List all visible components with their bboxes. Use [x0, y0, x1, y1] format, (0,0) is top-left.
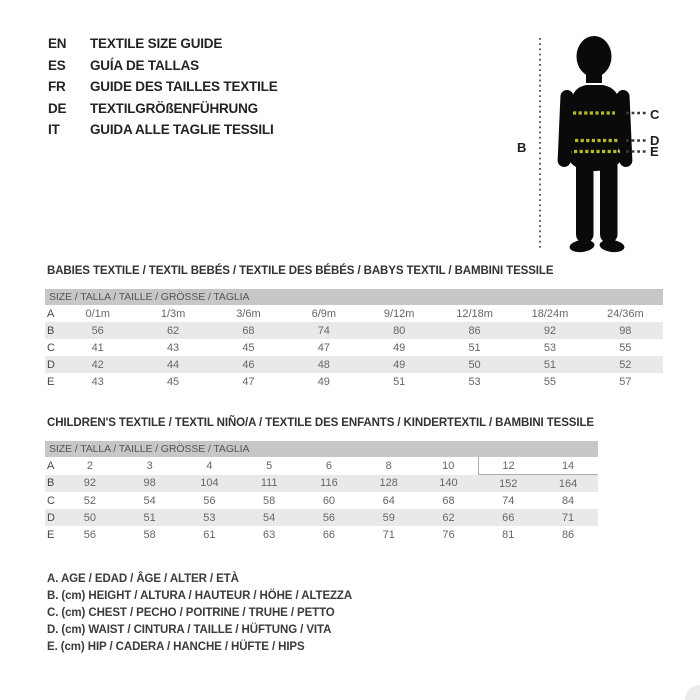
table-row [45, 373, 663, 390]
table-cell: 98 [588, 322, 663, 339]
table-cell: 76 [442, 528, 455, 541]
table-cell: 152 [478, 475, 538, 493]
table-cell: 8 [385, 459, 392, 472]
language-code: DE [48, 100, 67, 116]
language-title-list [48, 33, 278, 141]
table-cell: 128 [359, 475, 419, 493]
table-cell: 68 [442, 494, 455, 507]
table-cell: 53 [543, 341, 557, 354]
table-cell: 44 [135, 356, 210, 373]
children-size-table [45, 457, 598, 543]
table-cell: 55 [619, 341, 632, 354]
table-cell: 55 [543, 375, 557, 388]
table-cell: 98 [120, 475, 180, 493]
table-row [45, 492, 598, 509]
table-cell: 47 [317, 341, 330, 354]
table-row [45, 526, 598, 543]
table-cell: 60 [322, 494, 336, 507]
table-cell: 51 [393, 375, 406, 388]
hip-measure-label: E [650, 144, 659, 159]
table-cell: 43 [166, 341, 180, 354]
table-row [45, 457, 598, 475]
table-cell: 1/3m [160, 307, 186, 320]
table-row [45, 322, 663, 339]
table-cell: 56 [60, 322, 135, 339]
table-cell: 66 [322, 528, 336, 541]
table-cell: 3 [146, 459, 153, 472]
table-cell: 64 [382, 494, 395, 507]
table-cell: 59 [359, 509, 419, 526]
table-cell: 74 [502, 494, 515, 507]
language-code: ES [48, 57, 66, 73]
table-cell: 2 [86, 459, 93, 472]
waist-measure-label: D [650, 133, 660, 148]
table-cell: 45 [242, 341, 255, 354]
table-row [45, 475, 598, 493]
table-cell: 62 [135, 322, 210, 339]
child-silhouette-figure [510, 25, 700, 265]
babies-size-header-bar: SIZE / TALLA / TAILLE / GRÖSSE / TAGLIA [45, 289, 663, 305]
table-cell: 42 [60, 356, 135, 373]
table-cell: 24/36m [606, 307, 644, 320]
table-cell: 58 [143, 528, 156, 541]
table-cell: 49 [317, 375, 330, 388]
language-row [48, 119, 278, 141]
language-title: TEXTILE SIZE GUIDE [90, 36, 223, 51]
child-body-shape [557, 36, 632, 253]
language-code: EN [48, 36, 67, 51]
table-cell: 46 [211, 356, 286, 373]
measurement-legend [47, 571, 352, 656]
babies-section-title: BABIES TEXTILE / TEXTIL BEBÉS / TEXTILE DES BÉBÉS / BABYS TEXTIL / BAMBINI TESSILE [47, 265, 554, 277]
row-label: C [47, 494, 55, 507]
table-cell: 164 [538, 475, 598, 493]
table-cell: 80 [362, 322, 437, 339]
table-cell: 48 [286, 356, 361, 373]
language-row [48, 76, 278, 98]
table-cell: 47 [242, 375, 255, 388]
table-cell: 49 [393, 341, 406, 354]
table-cell: 53 [180, 509, 240, 526]
table-cell: 12 [478, 457, 538, 475]
legend-item: A. AGE / EDAD / ÂGE / ALTER / ETÀ [47, 573, 239, 585]
language-row [48, 33, 278, 55]
language-row [48, 98, 278, 120]
language-title: GUIDA ALLE TAGLIE TESSILI [90, 122, 274, 138]
table-cell: 49 [362, 356, 437, 373]
table-cell: 18/24m [531, 307, 569, 320]
row-label: E [47, 528, 55, 541]
table-cell: 140 [419, 475, 479, 493]
table-cell: 53 [468, 375, 481, 388]
table-cell: 3/6m [236, 307, 261, 320]
table-cell: 41 [91, 341, 104, 354]
language-title: TEXTILGRÖßENFÜHRUNG [90, 100, 258, 116]
table-cell: 56 [299, 509, 359, 526]
table-cell: 52 [588, 356, 663, 373]
table-cell: 63 [263, 528, 276, 541]
row-label: B [45, 322, 60, 339]
table-cell: 45 [166, 375, 180, 388]
table-cell: 54 [143, 494, 156, 507]
table-row [45, 356, 663, 373]
language-code: FR [48, 79, 66, 95]
children-size-header-bar: SIZE / TALLA / TAILLE / GRÖSSE / TAGLIA [45, 441, 598, 457]
children-textile-section [45, 417, 598, 543]
table-cell: 4 [206, 459, 213, 472]
table-cell: 14 [538, 457, 598, 475]
table-cell: 116 [299, 475, 359, 493]
table-cell: 57 [619, 375, 632, 388]
table-cell: 86 [561, 528, 575, 541]
children-section-title: CHILDREN'S TEXTILE / TEXTIL NIÑO/A / TEXTILE DES ENFANTS / KINDERTEXTIL / BAMBINI TESSILE [47, 417, 594, 429]
table-cell: 61 [203, 528, 216, 541]
table-cell: 74 [286, 322, 361, 339]
table-cell: 50 [437, 356, 512, 373]
table-cell: 6/9m [311, 307, 337, 320]
table-cell: 43 [91, 375, 104, 388]
page-corner-mark [685, 685, 700, 700]
table-row [45, 305, 663, 322]
table-cell: 52 [83, 494, 96, 507]
row-label: A [47, 459, 55, 472]
table-cell: 86 [437, 322, 512, 339]
table-cell: 58 [263, 494, 276, 507]
table-cell: 56 [203, 494, 216, 507]
table-cell: 9/12m [383, 307, 415, 320]
table-cell: 104 [180, 475, 240, 493]
legend-item: C. (cm) CHEST / PECHO / POITRINE / TRUHE / PETTO [47, 607, 335, 619]
babies-textile-section [45, 265, 663, 390]
table-cell: 81 [502, 528, 515, 541]
table-cell: 71 [538, 509, 598, 526]
row-label: E [47, 375, 55, 388]
table-cell: 68 [211, 322, 286, 339]
language-row [48, 55, 278, 77]
language-title: GUÍA DE TALLAS [90, 57, 199, 73]
legend-item: B. (cm) HEIGHT / ALTURA / HAUTEUR / HÖHE / ALTEZZA [47, 590, 353, 602]
table-cell: 66 [478, 509, 538, 526]
table-cell: 51 [120, 509, 180, 526]
table-cell: 12/18m [456, 307, 493, 320]
table-row [45, 339, 663, 356]
table-row [45, 509, 598, 526]
row-label: D [45, 509, 60, 526]
table-cell: 84 [561, 494, 575, 507]
legend-item: E. (cm) HIP / CADERA / HANCHE / HÜFTE / HIPS [47, 641, 305, 653]
row-label: B [45, 475, 60, 493]
table-cell: 0/1m [85, 307, 110, 320]
row-label: D [45, 356, 60, 373]
table-cell: 92 [60, 475, 120, 493]
chest-measure-label: C [650, 107, 660, 122]
babies-size-table [45, 305, 663, 390]
height-measure-label: B [517, 140, 527, 155]
table-cell: 51 [468, 341, 481, 354]
table-cell: 71 [382, 528, 395, 541]
row-label: C [47, 341, 55, 354]
table-cell: 56 [83, 528, 96, 541]
table-cell: 6 [325, 459, 332, 472]
child-silhouette-graphic [510, 25, 700, 265]
legend-item: D. (cm) WAIST / CINTURA / TAILLE / HÜFTUNG / VITA [47, 624, 332, 636]
table-cell: 111 [239, 475, 299, 493]
language-code: IT [48, 122, 60, 138]
table-cell: 54 [239, 509, 299, 526]
table-cell: 50 [60, 509, 120, 526]
table-cell: 51 [512, 356, 587, 373]
row-label: A [47, 307, 55, 320]
table-cell: 10 [442, 459, 455, 472]
language-title: GUIDE DES TAILLES TEXTILE [90, 79, 278, 95]
table-cell: 92 [512, 322, 587, 339]
table-cell: 62 [419, 509, 479, 526]
table-cell: 5 [266, 459, 273, 472]
